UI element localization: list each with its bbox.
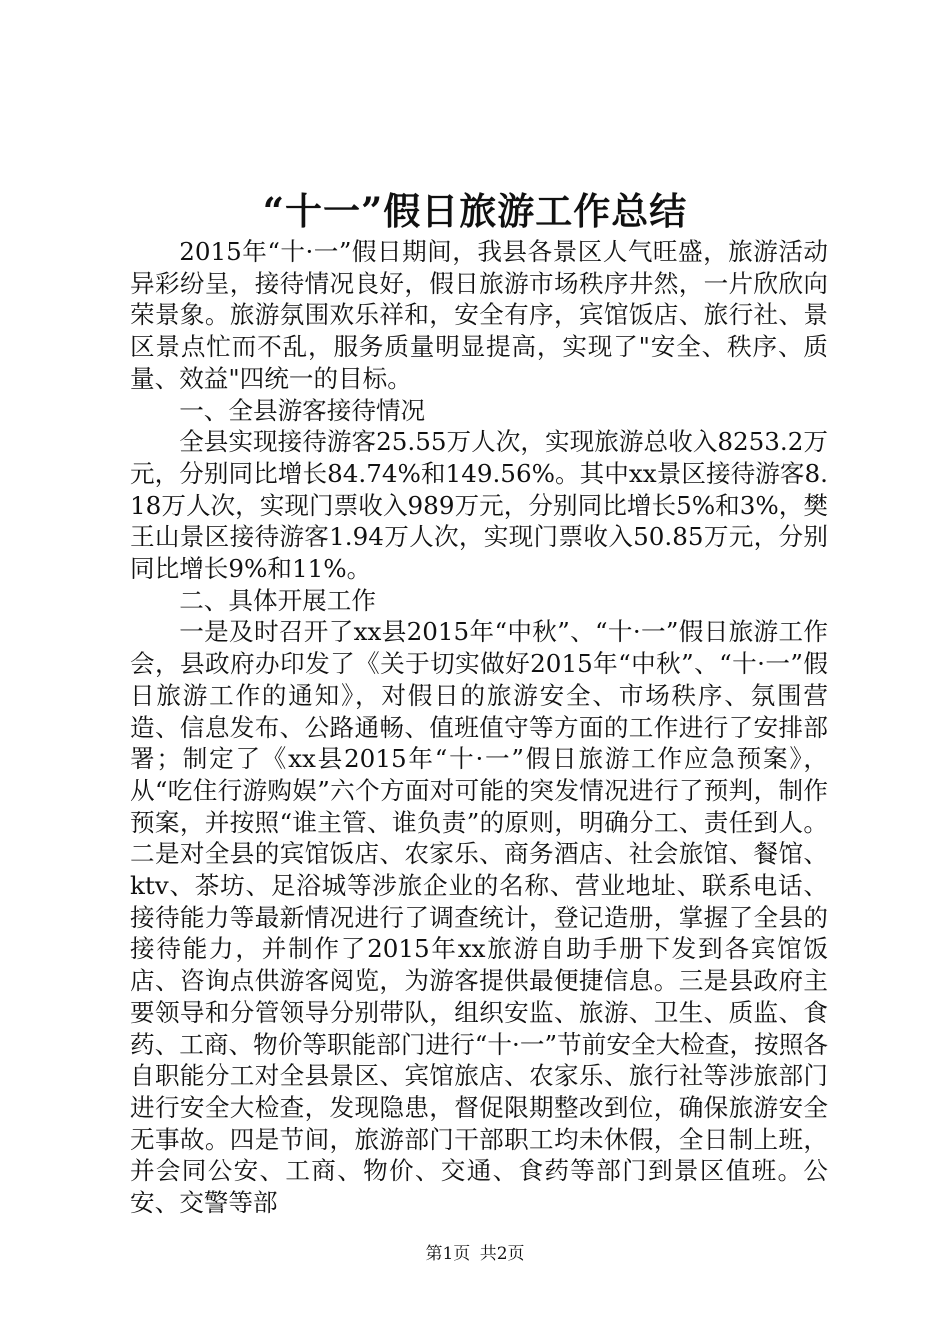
page-footer [0,1243,950,1265]
document-body [130,236,828,1219]
intro-paragraph: 2015年“十·一”假日期间，我县各景区人气旺盛，旅游活动异彩纷呈，接待情况良好，假日旅游市场秩序井然，一片欣欣向荣景象。旅游氛围欢乐祥和，安全有序，宾馆饭店、旅行社、景区景点忙而不乱，服务质量明显提高，实现了"安全、秩序、质量、效益"四统一的目标。 [130,237,828,393]
section-paragraph-1: 全县实现接待游客25.55万人次，实现旅游总收入8253.2万元，分别同比增长84.74%和149.56%。其中xx景区接待游客8.18万人次，实现门票收入989万元，分别同比增长5%和3%，樊王山景区接待游客1.94万人次，实现门票收入50.85万元，分别同比增长9%和11%。 [130,427,828,584]
page-number: 第1页 [425,1244,471,1264]
section-heading-1: 一、全县游客接待情况 [179,395,426,425]
document-title: “十一”假日旅游工作总结 [262,189,688,233]
section-paragraph-2: 一是及时召开了xx县2015年“中秋”、“十·一”假日旅游工作会，县政府办印发了《关于切实做好2015年“中秋”、“十·一”假日旅游工作的通知》，对假日的旅游安全、市场秩序、氛围营造、信息发布、公路通畅、值班值守等方面的工作进行了安排部署；制定了《xx县2015年“十·一”假日旅游工作应急预案》，从“吃住行游购娱”六个方面对可能的突发情况进行了预判，制作预案，并按照“谁主管、谁负责”的原则，明确分工、责任到人。二是对全县的宾馆饭店、农家乐、商务酒店、社会旅馆、餐馆、ktv、茶坊、足浴城等涉旅企业的名称、营业地址、联系电话、接待能力等最新情况进行了调查统计，登记造册，掌握了全县的接待能力，并制作了2015年xx旅游自助手册下发到各宾馆饭店、咨询点供游客阅览，为游客提供最便捷信息。三是县政府主要领导和分管领导分别带队，组织安监、旅游、卫生、质监、食药、工商、物价等职能部门进行“十·一”节前安全大检查，按照各自职能分工对全县景区、宾馆旅店、农家乐、旅行社等涉旅部门进行安全大检查，发现隐患，督促限期整改到位，确保旅游安全无事故。四是节间，旅游部门干部职工均未休假，全日制上班，并会同公安、工商、物价、交通、食药等部门到景区值班。公安、交警等部 [130,617,828,1218]
section-heading-2: 二、具体开展工作 [179,585,376,615]
page-total: 共2页 [479,1244,525,1264]
